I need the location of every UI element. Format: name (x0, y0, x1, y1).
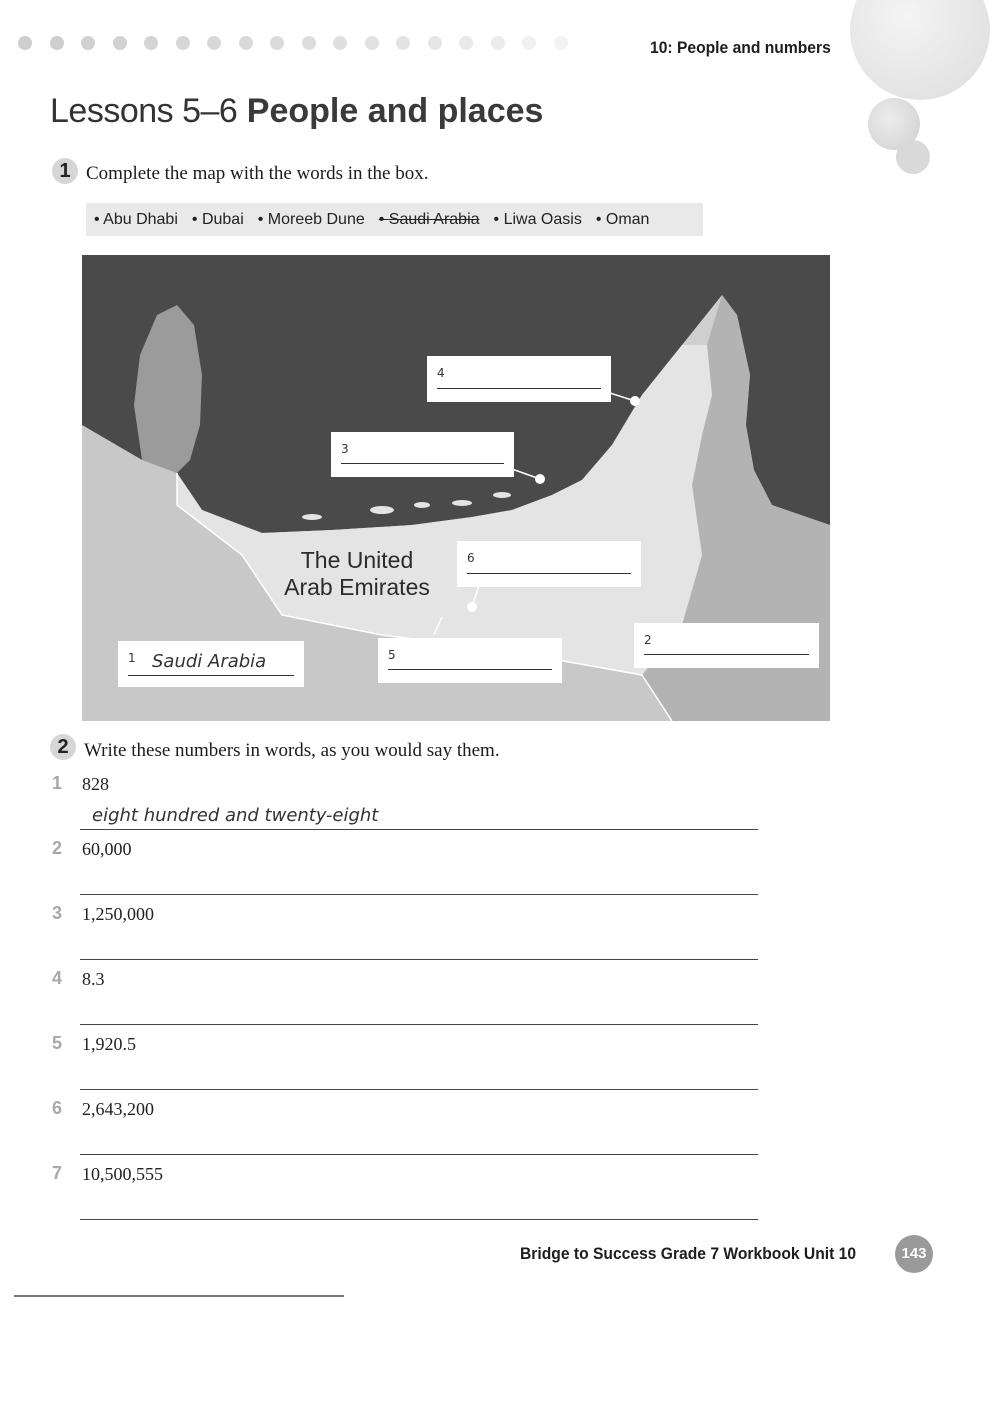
country-name (272, 547, 442, 601)
map-label-2 (634, 623, 819, 668)
decorative-dot (50, 36, 64, 50)
question-number: 3 (52, 903, 63, 923)
footer-book-title: Bridge to Success Grade 7 Workbook Unit 10 (520, 1244, 857, 1263)
decorative-dot (207, 36, 221, 50)
lesson-title (50, 92, 543, 131)
map-label-4 (427, 356, 611, 402)
exercise-2-number: 2 (50, 734, 76, 760)
footer-rule (14, 1295, 344, 1297)
country-name-line-2: Arab Emirates (284, 574, 430, 600)
word-box-item: • Saudi Arabia (378, 210, 480, 228)
answer-line[interactable] (80, 829, 758, 830)
map-label-2-number: 2 (644, 633, 652, 647)
question-value: 60,000 (82, 839, 132, 859)
answer-line[interactable] (80, 959, 758, 960)
word-box-item: • Oman (595, 210, 650, 228)
question-number: 4 (52, 968, 63, 988)
map-label-1-number: 1 (128, 651, 136, 665)
decorative-dot (18, 36, 32, 50)
decorative-bubble-large (850, 0, 990, 100)
answer-line[interactable] (80, 1089, 758, 1090)
word-box-item: • Dubai (191, 210, 244, 228)
uae-map (82, 255, 830, 721)
decorative-dot (81, 36, 95, 50)
answer-line[interactable] (80, 1219, 758, 1220)
decorative-dot (270, 36, 284, 50)
map-label-6-number: 6 (467, 551, 475, 565)
question-value: 10,500,555 (82, 1164, 163, 1184)
word-box-item: • Abu Dhabi (94, 210, 178, 228)
lesson-heading: People and places (246, 92, 544, 130)
answer-line[interactable] (80, 1154, 758, 1155)
question-value: 8.3 (82, 969, 105, 989)
map-label-1-answer-line[interactable] (128, 675, 294, 676)
exercise-2-instruction: Write these numbers in words, as you would say them. (84, 740, 500, 761)
question-number: 6 (52, 1098, 63, 1118)
question-value: 2,643,200 (82, 1099, 154, 1119)
map-label-5 (378, 638, 562, 683)
page-number: 143 (895, 1235, 933, 1273)
decorative-dot (428, 36, 442, 50)
question-value: 1,920.5 (82, 1034, 136, 1054)
question-number: 1 (52, 773, 63, 793)
map-label-6-answer-line[interactable] (467, 573, 631, 574)
map-label-4-answer-line[interactable] (437, 388, 601, 389)
decorative-dot (396, 36, 410, 50)
map-label-6 (457, 541, 641, 587)
map-label-1-answer: Saudi Arabia (152, 651, 267, 672)
decorative-dot (491, 36, 505, 50)
decorative-dot (333, 36, 347, 50)
question-number: 7 (52, 1163, 63, 1183)
map-label-3-answer-line[interactable] (341, 463, 504, 464)
exercise-1-number: 1 (52, 158, 78, 184)
decorative-dot (365, 36, 379, 50)
unit-title: 10: People and numbers (650, 38, 831, 57)
map-label-3 (331, 432, 514, 477)
question-answer: eight hundred and twenty-eight (92, 805, 379, 826)
map-label-3-number: 3 (341, 442, 349, 456)
map-label-5-number: 5 (388, 648, 396, 662)
map-label-2-answer-line[interactable] (644, 654, 809, 655)
map-label-1 (118, 641, 304, 687)
question-number: 2 (52, 838, 63, 858)
decorative-dot (144, 36, 158, 50)
lesson-number: Lessons 5–6 (50, 92, 238, 130)
decorative-dot (554, 36, 568, 50)
answer-line[interactable] (80, 1024, 758, 1025)
country-name-line-1: The United (300, 547, 414, 573)
word-box-item: • Liwa Oasis (493, 210, 582, 228)
decorative-dot (522, 36, 536, 50)
decorative-dot (176, 36, 190, 50)
question-value: 1,250,000 (82, 904, 154, 924)
exercise-1-instruction: Complete the map with the words in the box. (86, 163, 429, 184)
decorative-bubble-small (896, 140, 930, 174)
decorative-dot (239, 36, 253, 50)
decorative-dot (302, 36, 316, 50)
decorative-dot (113, 36, 127, 50)
map-label-4-number: 4 (437, 366, 445, 380)
decorative-dot (459, 36, 473, 50)
question-value: 828 (82, 774, 109, 794)
word-box (86, 203, 703, 236)
word-box-item: • Moreeb Dune (257, 210, 365, 228)
question-number: 5 (52, 1033, 63, 1053)
answer-line[interactable] (80, 894, 758, 895)
map-label-5-answer-line[interactable] (388, 669, 552, 670)
